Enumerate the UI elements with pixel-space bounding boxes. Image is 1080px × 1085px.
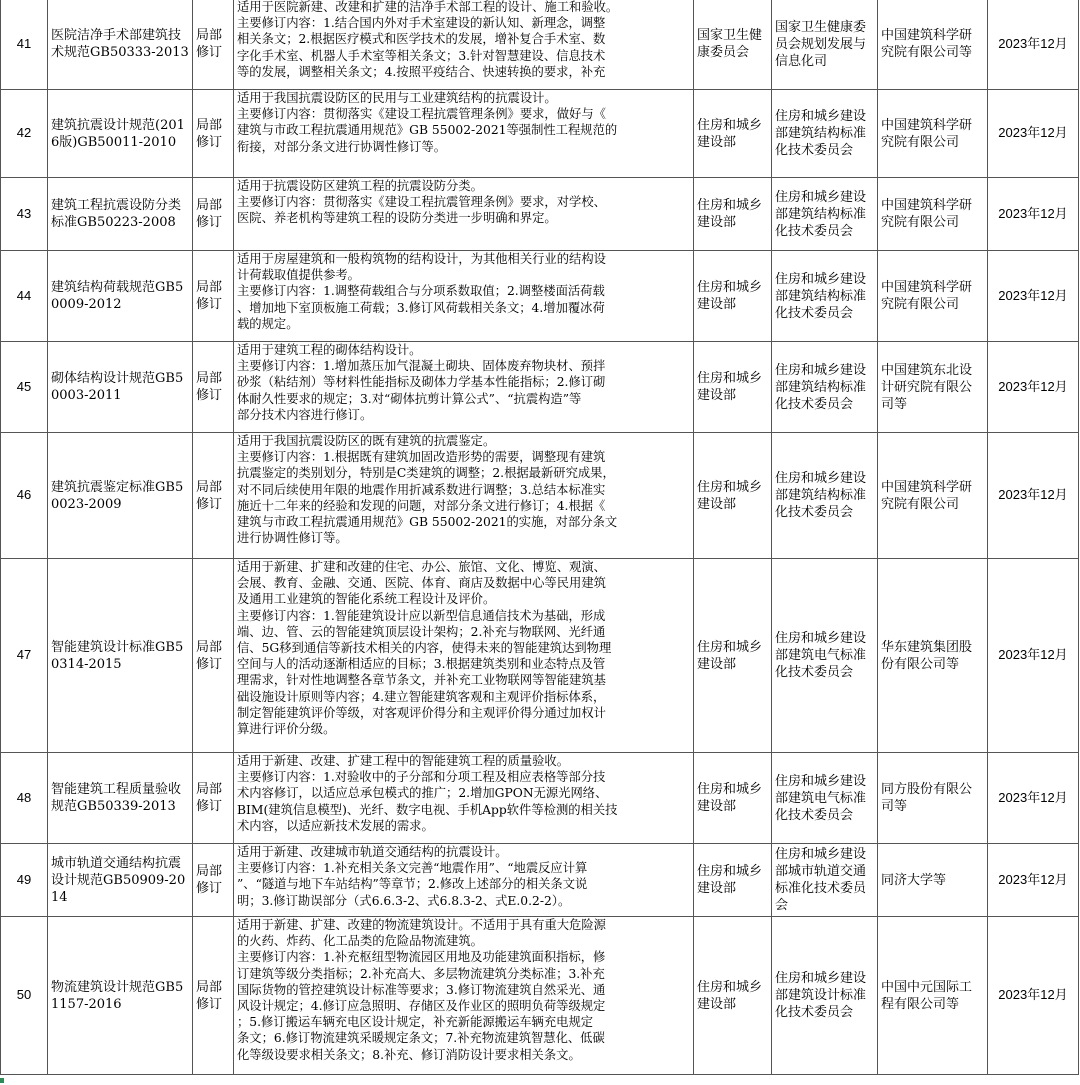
description-line: 字化手术室、机器人手术室等相关条文；3.针对智慧建设、信息技术: [237, 48, 606, 63]
revision-type-cell: 局部修订: [193, 753, 234, 844]
lead-organization-cell: 中国建筑科学研究院有限公司等: [878, 0, 988, 90]
lead-organization-cell: 华东建筑集团股份有限公司等: [878, 559, 988, 753]
lead-organization-cell: 同方股份有限公司等: [878, 753, 988, 844]
competent-department-cell: 住房和城乡建设部: [694, 559, 772, 753]
scope-and-changes-cell: [234, 559, 694, 753]
table-row: [1, 90, 1079, 178]
description-line: 及通用工业建筑的智能化系统工程设计及评价。: [237, 592, 496, 607]
standard-name-cell: 医院洁净手术部建筑技术规范GB50333-2013: [48, 0, 193, 90]
description-line: 理需求，针对性地调整各章节条文，并补充工业物联网等智能建筑基: [237, 673, 606, 688]
description-line: 、增加地下室顶板施工荷载；3.修订风荷载相关条文；4.增加覆冰荷: [237, 300, 605, 315]
lead-organization-cell: 中国中元国际工程有限公司等: [878, 917, 988, 1075]
row-number-cell: 49: [1, 844, 48, 917]
scope-and-changes-cell: [234, 433, 694, 559]
revision-type-cell: 局部修订: [193, 342, 234, 433]
completion-date-cell: 2023年12月: [988, 342, 1079, 433]
description-line: 等的发展，调整相关条文；4.按照平疫结合、快速转换的要求，补充: [237, 64, 606, 79]
description-line: BIM(建筑信息模型)、光纤、数字电视、手机App软件等检测的相关技: [237, 802, 618, 817]
technical-committee-cell: 住房和城乡建设部建筑结构标准化技术委员会: [772, 251, 878, 342]
description-line: 订建筑等级分类指标；2.补充高大、多层物流建筑分类标准；3.补充: [237, 966, 605, 981]
completion-date-cell: 2023年12月: [988, 559, 1079, 753]
description-line: 进行协调性修订等。: [237, 531, 348, 546]
table-row: [1, 342, 1079, 433]
description-line: 载的规定。: [237, 316, 299, 331]
technical-committee-cell: 住房和城乡建设部建筑结构标准化技术委员会: [772, 90, 878, 178]
revision-type-cell: 局部修订: [193, 0, 234, 90]
table-row: [1, 251, 1079, 342]
competent-department-cell: 住房和城乡建设部: [694, 90, 772, 178]
row-number-cell: 46: [1, 433, 48, 559]
row-number-cell: 48: [1, 753, 48, 844]
description-line: 砂浆（粘结剂）等材料性能指标及砌体力学基本性能指标；2.修订砌: [237, 375, 606, 390]
lead-organization-cell: 中国建筑科学研究院有限公司: [878, 433, 988, 559]
corner-mark: [0, 1078, 4, 1083]
technical-committee-cell: 住房和城乡建设部城市轨道交通标准化技术委员会: [772, 844, 878, 917]
description-line: 信、5G移到通信等新技术相关的内容，使得未来的智能建筑达到物理: [237, 641, 612, 656]
description-line: 术内容，以适应新技术发展的需求。: [237, 818, 434, 833]
description-line: 会展、教育、金融、交通、医院、体育、商店及数据中心等民用建筑: [237, 576, 606, 591]
standard-name-cell: 砌体结构设计规范GB50003-2011: [48, 342, 193, 433]
description-line: 主要修订内容：1.补充相关条文完善“地震作用”、“地震反应计算: [237, 861, 588, 876]
description-line: 算进行评价分级。: [237, 722, 336, 737]
completion-date-cell: 2023年12月: [988, 433, 1079, 559]
standard-name-cell: 建筑抗震鉴定标准GB50023-2009: [48, 433, 193, 559]
completion-date-cell: 2023年12月: [988, 753, 1079, 844]
competent-department-cell: 住房和城乡建设部: [694, 844, 772, 917]
description-line: 体耐久性要求的规定；3.对“砌体抗剪计算公式”、“抗震构造”等: [237, 391, 582, 406]
competent-department-cell: 住房和城乡建设部: [694, 178, 772, 251]
scope-and-changes-cell: [234, 342, 694, 433]
revision-type-cell: 局部修订: [193, 178, 234, 251]
description-line: 国际货物的管控建筑设计标准等要求；3.修订物流建筑自然采光、通: [237, 982, 606, 997]
description-line: 主要修订内容：1.补充枢纽型物流园区用地及功能建筑面积指标，修: [237, 950, 606, 965]
standard-name-cell: 物流建筑设计规范GB51157-2016: [48, 917, 193, 1075]
description-line: 适用于我国抗震设防区的民用与工业建筑结构的抗震设计。: [237, 91, 557, 105]
description-line: 部分技术内容进行修订。: [237, 407, 373, 422]
row-number-cell: 42: [1, 90, 48, 178]
scope-and-changes-cell: [234, 753, 694, 844]
completion-date-cell: 2023年12月: [988, 844, 1079, 917]
standard-name-cell: 建筑工程抗震设防分类标准GB50223-2008: [48, 178, 193, 251]
scope-and-changes-cell: [234, 90, 694, 178]
competent-department-cell: 住房和城乡建设部: [694, 342, 772, 433]
description-line: 主要修订内容：1.根据既有建筑加固改造形势的需要，调整现有建筑: [237, 450, 606, 465]
competent-department-cell: 住房和城乡建设部: [694, 753, 772, 844]
description-line: 适用于新建、改建城市轨道交通结构的抗震设计。: [237, 845, 508, 859]
row-number-cell: 41: [1, 0, 48, 90]
description-line: 建筑与市政工程抗震通用规范》GB 55002-2021等强制性工程规范的: [237, 123, 618, 138]
completion-date-cell: 2023年12月: [988, 251, 1079, 342]
completion-date-cell: 2023年12月: [988, 917, 1079, 1075]
standard-name-cell: 建筑结构荷载规范GB50009-2012: [48, 251, 193, 342]
competent-department-cell: 国家卫生健康委员会: [694, 0, 772, 90]
description-line: 对不同后续使用年限的地震作用折减系数进行调整；3.总结本标准实: [237, 482, 606, 497]
description-line: 适用于新建、扩建和改建的住宅、办公、旅馆、文化、博览、观演、: [237, 560, 606, 574]
table-body: [1, 0, 1079, 1075]
standard-name-cell: 城市轨道交通结构抗震设计规范GB50909-2014: [48, 844, 193, 917]
competent-department-cell: 住房和城乡建设部: [694, 917, 772, 1075]
description-line: 主要修订内容：1.对验收中的子分部和分项工程及相应表格等部分技: [237, 770, 606, 785]
lead-organization-cell: 中国建筑东北设计研究院有限公司等: [878, 342, 988, 433]
table-row: [1, 917, 1079, 1075]
table-row: [1, 753, 1079, 844]
description-line: 术内容修订，以适应总承包模式的推广；2.增加GPON无源光网络、: [237, 786, 608, 801]
description-line: 端、边、管、云的智能建筑顶层设计架构；2.补充与物联网、光纤通: [237, 624, 606, 639]
competent-department-cell: 住房和城乡建设部: [694, 433, 772, 559]
completion-date-cell: 2023年12月: [988, 0, 1079, 90]
technical-committee-cell: 住房和城乡建设部建筑电气标准化技术委员会: [772, 753, 878, 844]
page-bottom-edge: [0, 1076, 1080, 1083]
lead-organization-cell: 中国建筑科学研究院有限公司: [878, 90, 988, 178]
description-line: 适用于抗震设防区建筑工程的抗震设防分类。: [237, 179, 483, 193]
table-row: [1, 844, 1079, 917]
technical-committee-cell: 住房和城乡建设部建筑结构标准化技术委员会: [772, 433, 878, 559]
scope-and-changes-cell: [234, 844, 694, 917]
description-line: 相关条文；2.根据医疗模式和医学技术的发展，增补复合手术室、数: [237, 32, 606, 47]
description-line: 适用于新建、扩建、改建的物流建筑设计。不适用于具有重大危险源: [237, 918, 606, 932]
revision-type-cell: 局部修订: [193, 433, 234, 559]
description-line: 化等级设要求相关条文；8.补充、修订消防设计要求相关条文。: [237, 1047, 581, 1062]
revision-type-cell: 局部修订: [193, 559, 234, 753]
description-line: 主要修订内容：贯彻落实《建设工程抗震管理条例》要求，对学校、: [237, 195, 606, 210]
technical-committee-cell: 住房和城乡建设部建筑结构标准化技术委员会: [772, 178, 878, 251]
description-line: 主要修订内容：1.调整荷载组合与分项系数取值；2.调整楼面活荷载: [237, 284, 605, 299]
technical-committee-cell: 住房和城乡建设部建筑结构标准化技术委员会: [772, 342, 878, 433]
row-number-cell: 43: [1, 178, 48, 251]
lead-organization-cell: 同济大学等: [878, 844, 988, 917]
description-line: 主要修订内容：贯彻落实《建设工程抗震管理条例》要求，做好与《: [237, 107, 606, 122]
description-line: 主要修订内容：1.结合国内外对手术室建设的新认知、新理念，调整: [237, 16, 606, 31]
standard-name-cell: 建筑抗震设计规范(2016版)GB50011-2010: [48, 90, 193, 178]
table-row: [1, 178, 1079, 251]
description-line: 计荷载取值提供参考。: [237, 268, 360, 283]
revision-type-cell: 局部修订: [193, 844, 234, 917]
standard-name-cell: 智能建筑工程质量验收规范GB50339-2013: [48, 753, 193, 844]
row-number-cell: 50: [1, 917, 48, 1075]
description-line: 建筑与市政工程抗震通用规范》GB 55002-2021的实施，对部分条文: [237, 515, 618, 530]
revision-type-cell: 局部修订: [193, 917, 234, 1075]
description-line: 础设施设计原则等内容；4.建立智能建筑客观和主观评价指标体系，: [237, 689, 606, 704]
description-line: 医院、养老机构等建筑工程的设防分类进一步明确和界定。: [237, 211, 557, 226]
description-line: 适用于建筑工程的砌体结构设计。: [237, 343, 422, 357]
description-line: 抗震鉴定的类别划分，特别是C类建筑的调整；2.根据最新研究成果，: [237, 466, 615, 481]
scope-and-changes-cell: [234, 251, 694, 342]
description-line: 明；3.修订勘误部分（式6.6.3-2、式6.8.3-2、式E.0.2-2）。: [237, 893, 571, 908]
standard-name-cell: 智能建筑设计标准GB50314-2015: [48, 559, 193, 753]
description-line: 的火药、炸药、化工品类的危险品物流建筑。: [237, 934, 483, 949]
description-line: 主要修订内容：1.智能建筑设计应以新型信息通信技术为基础，形成: [237, 608, 606, 623]
table-row: [1, 433, 1079, 559]
technical-committee-cell: 国家卫生健康委员会规划发展与信息化司: [772, 0, 878, 90]
description-line: 主要修订内容：1.增加蒸压加气混凝土砌块、固体废弃物块材、预拌: [237, 359, 606, 374]
table-row: [1, 559, 1079, 753]
lead-organization-cell: 中国建筑科学研究院有限公司: [878, 178, 988, 251]
row-number-cell: 45: [1, 342, 48, 433]
revision-type-cell: 局部修订: [193, 90, 234, 178]
table-row: [1, 0, 1079, 90]
completion-date-cell: 2023年12月: [988, 178, 1079, 251]
scope-and-changes-cell: [234, 178, 694, 251]
technical-committee-cell: 住房和城乡建设部建筑设计标准化技术委员会: [772, 917, 878, 1075]
description-line: 适用于我国抗震设防区的既有建筑的抗震鉴定。: [237, 434, 496, 448]
description-line: 衔接，对部分条文进行协调性修订等。: [237, 139, 447, 154]
description-line: 适用于医院新建、改建和扩建的洁净手术部工程的设计、施工和验收。: [237, 0, 619, 14]
scope-and-changes-cell: [234, 0, 694, 90]
description-line: 风设计规定；4.修订应急照明、存储区及作业区的照明负荷等级规定: [237, 999, 606, 1014]
competent-department-cell: 住房和城乡建设部: [694, 251, 772, 342]
technical-committee-cell: 住房和城乡建设部建筑电气标准化技术委员会: [772, 559, 878, 753]
row-number-cell: 47: [1, 559, 48, 753]
description-line: ；5.修订搬运车辆充电区设计规定，补充新能源搬运车辆充电规定: [237, 1015, 594, 1030]
revision-type-cell: 局部修订: [193, 251, 234, 342]
completion-date-cell: 2023年12月: [988, 90, 1079, 178]
row-number-cell: 44: [1, 251, 48, 342]
description-line: 条文；6.修订物流建筑采暖规定条文；7.补充物流建筑智慧化、低碳: [237, 1031, 605, 1046]
scope-and-changes-cell: [234, 917, 694, 1075]
lead-organization-cell: 中国建筑科学研究院有限公司: [878, 251, 988, 342]
description-line: 制定智能建筑评价等级，对客观评价得分和主观评价得分通过加权计: [237, 705, 606, 720]
description-line: 施近十二年来的经验和发现的问题，对部分条文进行修订；4.根据《: [237, 498, 606, 513]
description-line: 空间与人的活动逐渐相适应的目标；3.根据建筑类别和业态特点及管: [237, 657, 606, 672]
description-line: 适用于房屋建筑和一般构筑物的结构设计，为其他相关行业的结构设: [237, 252, 606, 266]
description-line: 适用于新建、改建、扩建工程中的智能建筑工程的质量验收。: [237, 754, 570, 768]
description-line: ”、“隧道与地下车站结构”等章节；2.修改上述部分的相关条文说: [237, 877, 588, 892]
